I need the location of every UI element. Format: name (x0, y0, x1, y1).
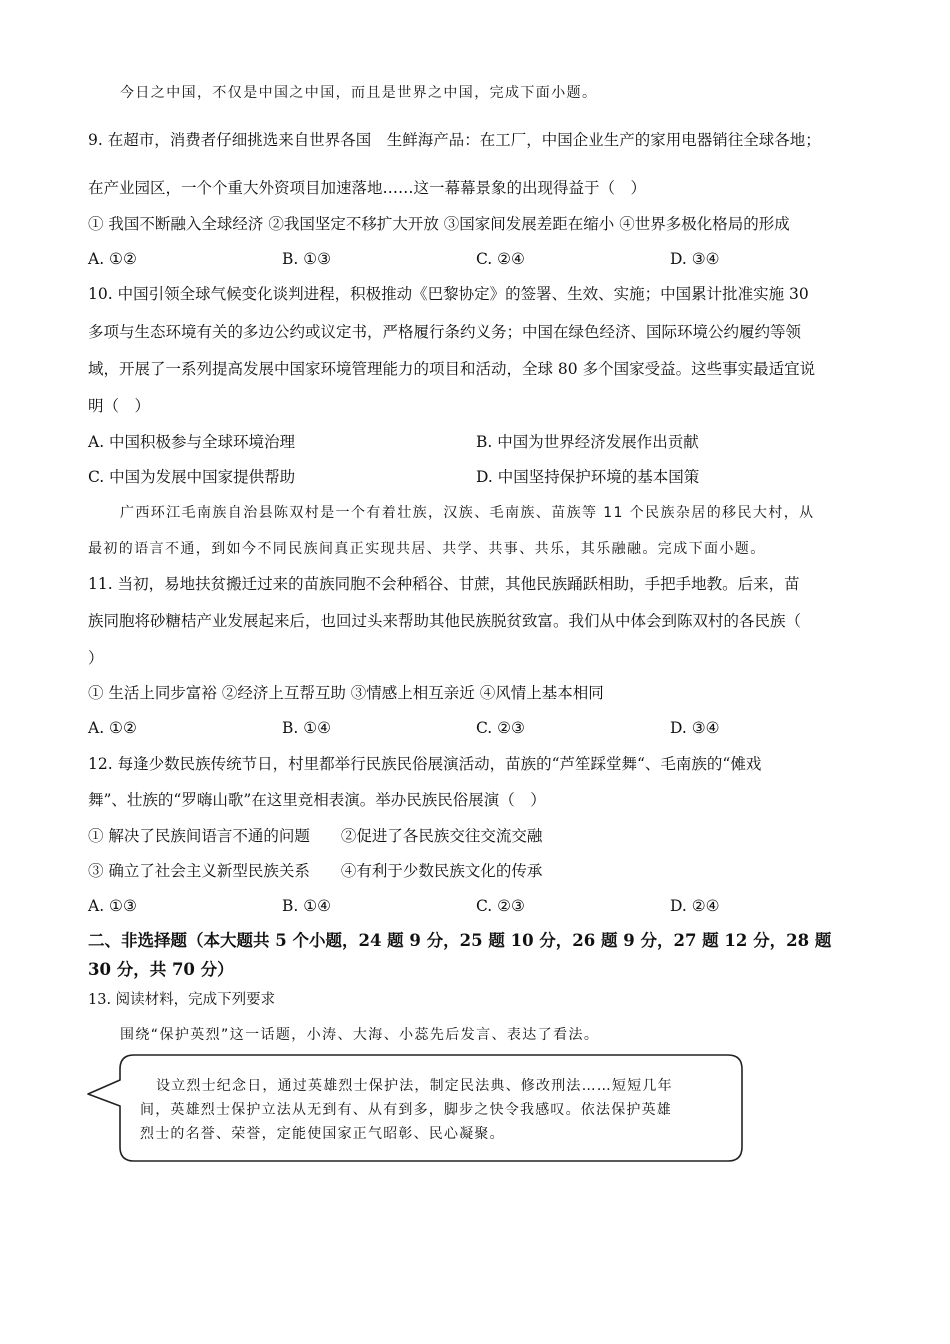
q12-statements-1: ① 解决了民族间语言不通的问题 ②促进了各民族交往交流交融 (88, 827, 543, 845)
q11-option-c[interactable]: C. ②③ (476, 719, 525, 737)
q12-line-2: 舞”、壮族的“罗嗨山歌”在这里竞相表演。举办民族民俗展演（ ） (88, 791, 546, 809)
q9-line-1: 9. 在超市，消费者仔细挑选来自世界各国 生鲜海产品：在工厂，中国企业生产的家用电器销往全球各地； (88, 131, 821, 149)
q9-line-2: 在产业园区，一个个重大外资项目加速落地……这一幕幕景象的出现得益于（ ） (88, 179, 647, 197)
q11-statements: ① 生活上同步富裕 ②经济上互帮互助 ③情感上相互亲近 ④风情上基本相同 (88, 684, 604, 702)
q10-option-a[interactable]: A. 中国积极参与全球环境治理 (88, 433, 296, 451)
q11-line-2: 族同胞将砂糖桔产业发展起来后，也回过头来帮助其他民族脱贫致富。我们从中体会到陈双村的各民族（ (88, 612, 802, 630)
q10-option-c[interactable]: C. 中国为发展中国家提供帮助 (88, 468, 296, 486)
section-heading-line-2: 30 分，共 70 分） (88, 960, 234, 979)
section-heading-line-1: 二、非选择题（本大题共 5 个小题，24 题 9 分，25 题 10 分，26 题 9 分，27 题 12 分，28 题 (88, 931, 832, 950)
q12-option-c[interactable]: C. ②③ (476, 897, 525, 915)
bubble-text-line-3: 烈士的名誉、荣誉，定能使国家正气昭彰、民心凝聚。 (140, 1126, 505, 1142)
q13-intro: 围绕“保护英烈”这一话题，小涛、大海、小蕊先后发言、表达了看法。 (120, 1027, 600, 1043)
q9-statements: ① 我国不断融入全球经济 ②我国坚定不移扩大开放 ③国家间发展差距在缩小 ④世界多极化格局的形成 (88, 215, 790, 233)
q11-option-d[interactable]: D. ③④ (670, 719, 720, 737)
q9-option-a[interactable]: A. ①② (88, 250, 137, 268)
intro-text-1: 今日之中国，不仅是中国之中国，而且是世界之中国，完成下面小题。 (120, 85, 598, 101)
q9-option-b[interactable]: B. ①③ (282, 250, 332, 268)
q11-option-b[interactable]: B. ①④ (282, 719, 332, 737)
q10-line-1: 10. 中国引领全球气候变化谈判进程，积极推动《巴黎协定》的签署、生效、实施；中国累计批准实施 30 (88, 285, 809, 303)
q9-option-d[interactable]: D. ③④ (670, 250, 720, 268)
q12-option-a[interactable]: A. ①③ (88, 897, 137, 915)
q12-option-d[interactable]: D. ②④ (670, 897, 720, 915)
intro-text-2-line-1: 广西环江毛南族自治县陈双村是一个有着壮族，汉族、毛南族、苗族等 11 个民族杂居的移民大村，从 (120, 505, 815, 521)
q12-option-b[interactable]: B. ①④ (282, 897, 332, 915)
q11-option-a[interactable]: A. ①② (88, 719, 137, 737)
bubble-text-line-2: 间，英雄烈士保护立法从无到有、从有到多，脚步之快令我感叹。依法保护英雄 (140, 1102, 672, 1118)
q11-line-1: 11. 当初，易地扶贫搬迁过来的苗族同胞不会种稻谷、甘蔗，其他民族踊跃相助，手把手地教。后来，苗 (88, 575, 800, 593)
q12-line-1: 12. 每逢少数民族传统节日，村里都举行民族民俗展演活动，苗族的“芦笙踩堂舞“、毛南族的“傩戏 (88, 755, 762, 773)
q10-option-b[interactable]: B. 中国为世界经济发展作出贡献 (476, 433, 699, 451)
bubble-text-line-1: 设立烈士纪念日，通过英雄烈士保护法，制定民法典、修改刑法……短短几年 (156, 1078, 673, 1094)
q13-line-1: 13. 阅读材料，完成下列要求 (88, 992, 276, 1008)
q10-line-3: 域，开展了一系列提高发展中国家环境管理能力的项目和活动，全球 80 多个国家受益。这些事实最适宜说 (88, 360, 816, 378)
q10-line-2: 多项与生态环境有关的多边公约或议定书，严格履行条约义务；中国在绿色经济、国际环境公约履约等领 (88, 323, 802, 341)
q12-statements-2: ③ 确立了社会主义新型民族关系 ④有利于少数民族文化的传承 (88, 862, 543, 880)
intro-text-2-line-2: 最初的语言不通，到如今不同民族间真正实现共居、共学、共事、共乐，其乐融融。完成下面小题。 (88, 541, 766, 557)
q10-line-4: 明（ ） (88, 397, 151, 415)
q11-line-3: ） (88, 649, 104, 667)
q10-option-d[interactable]: D. 中国坚持保护环境的基本国策 (476, 468, 700, 486)
q9-option-c[interactable]: C. ②④ (476, 250, 525, 268)
